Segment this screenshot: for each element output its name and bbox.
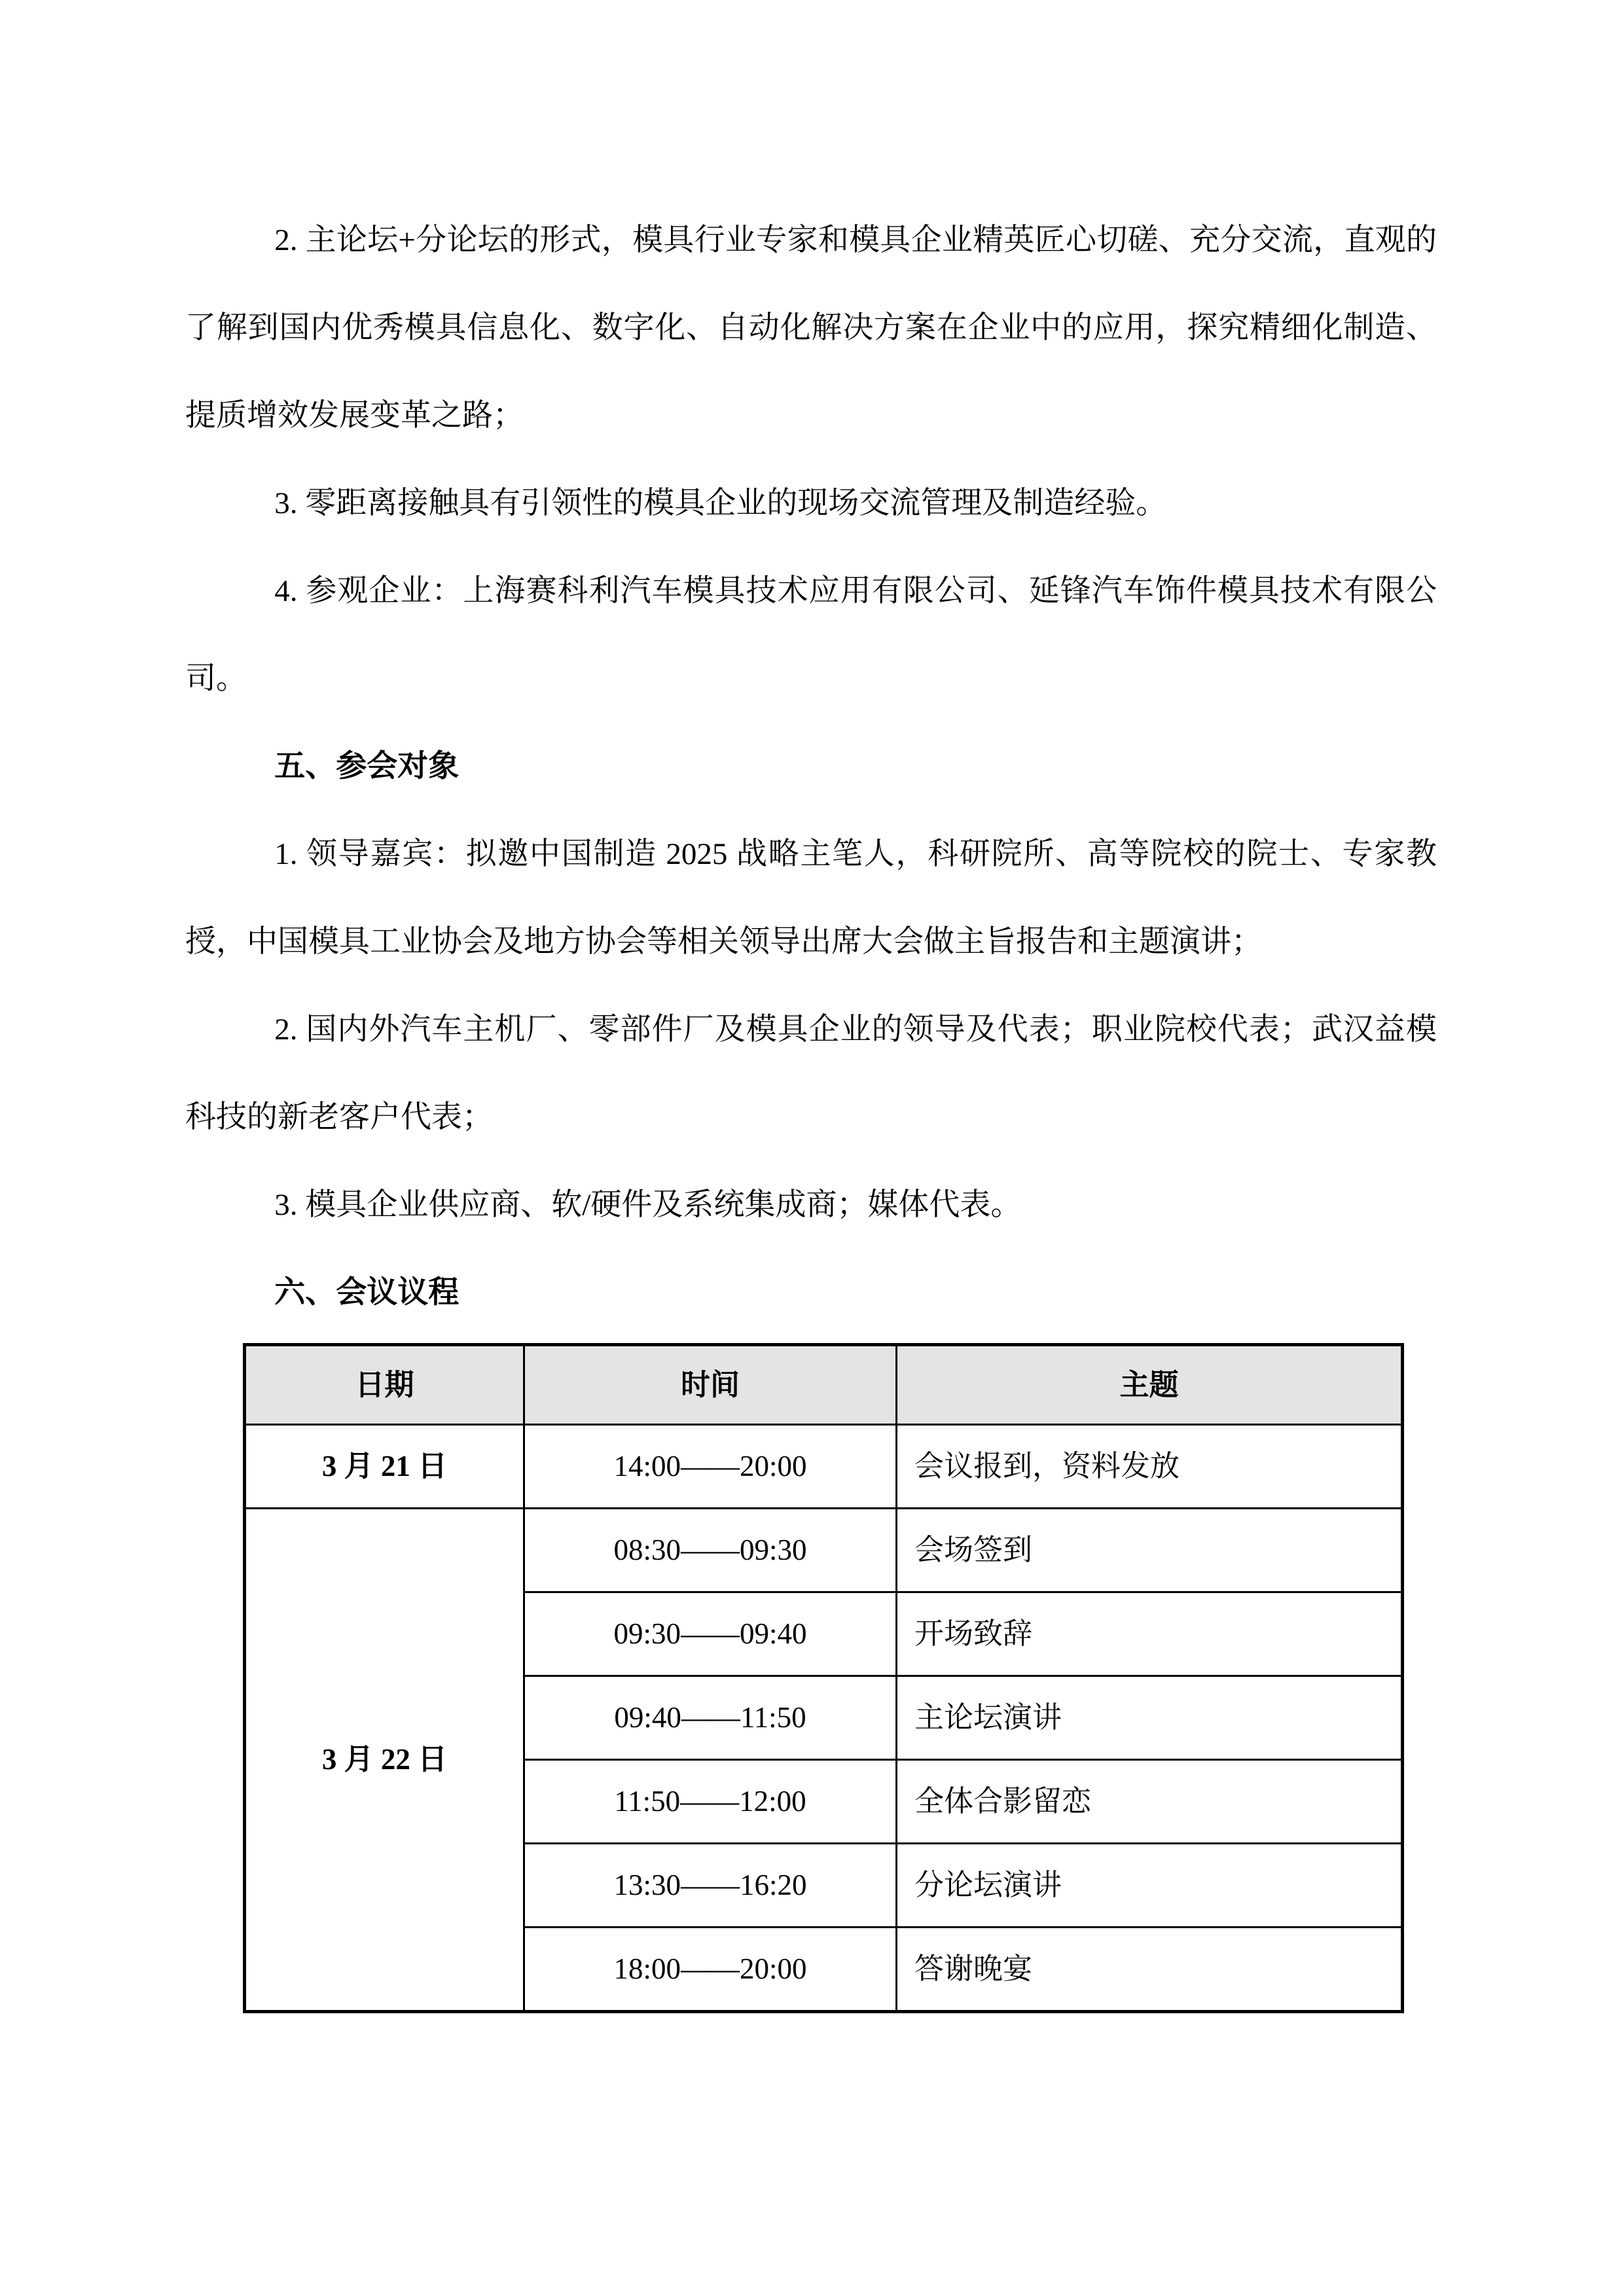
column-header-date: 日期 [245,1345,524,1425]
agenda-row-mar22-1 [245,1509,1403,1592]
time-cell: 11:50——12:00 [524,1760,897,1844]
section-heading-agenda: 六、会议议程 [274,1276,460,1310]
topic-cell: 分论坛演讲 [897,1844,1403,1928]
time-cell: 09:30——09:40 [524,1592,897,1676]
agenda-header-row [245,1345,1403,1425]
time-cell: 08:30——09:30 [524,1509,897,1592]
paragraph-leaders-guests: 1. 领导嘉宾：拟邀中国制造 2025 战略主笔人，科研院所、高等院校的院士、专家教授，中国模具工业协会及地方协会等相关领导出席大会做主旨报告和主题演讲； [185,837,1437,959]
paragraph-industry-representatives: 2. 国内外汽车主机厂、零部件厂及模具企业的领导及代表；职业院校代表；武汉益模科技的新老客户代表； [185,1013,1437,1134]
paragraph-zero-distance-exchange: 3. 零距离接触具有引领性的模具企业的现场交流管理及制造经验。 [274,486,1167,520]
paragraph-forum-format: 2. 主论坛+分论坛的形式，模具行业专家和模具企业精英匠心切磋、充分交流，直观的了解到国内优秀模具信息化、数字化、自动化解决方案在企业中的应用，探究精细化制造、提质增效发展变革之路； [185,223,1437,433]
agenda-row-mar21 [245,1425,1403,1509]
date-cell: 3 月 22 日 [245,1509,524,2012]
column-header-time: 时间 [524,1345,897,1425]
topic-cell: 开场致辞 [897,1592,1403,1676]
topic-cell: 主论坛演讲 [897,1676,1403,1760]
agenda-table [243,1343,1404,2013]
section-heading-attendees: 五、参会对象 [274,749,460,783]
time-cell: 09:40——11:50 [524,1676,897,1760]
topic-cell: 答谢晚宴 [897,1928,1403,2012]
topic-cell: 全体合影留恋 [897,1760,1403,1844]
time-cell: 14:00——20:00 [524,1425,897,1509]
date-cell: 3 月 21 日 [245,1425,524,1509]
time-cell: 18:00——20:00 [524,1928,897,2012]
paragraph-suppliers-media: 3. 模具企业供应商、软/硬件及系统集成商；媒体代表。 [274,1188,1022,1222]
paragraph-visit-companies: 4. 参观企业：上海赛科利汽车模具技术应用有限公司、延锋汽车饰件模具技术有限公司。 [185,574,1437,696]
time-cell: 13:30——16:20 [524,1844,897,1928]
column-header-topic: 主题 [897,1345,1403,1425]
topic-cell: 会场签到 [897,1509,1403,1592]
topic-cell: 会议报到，资料发放 [897,1425,1403,1509]
